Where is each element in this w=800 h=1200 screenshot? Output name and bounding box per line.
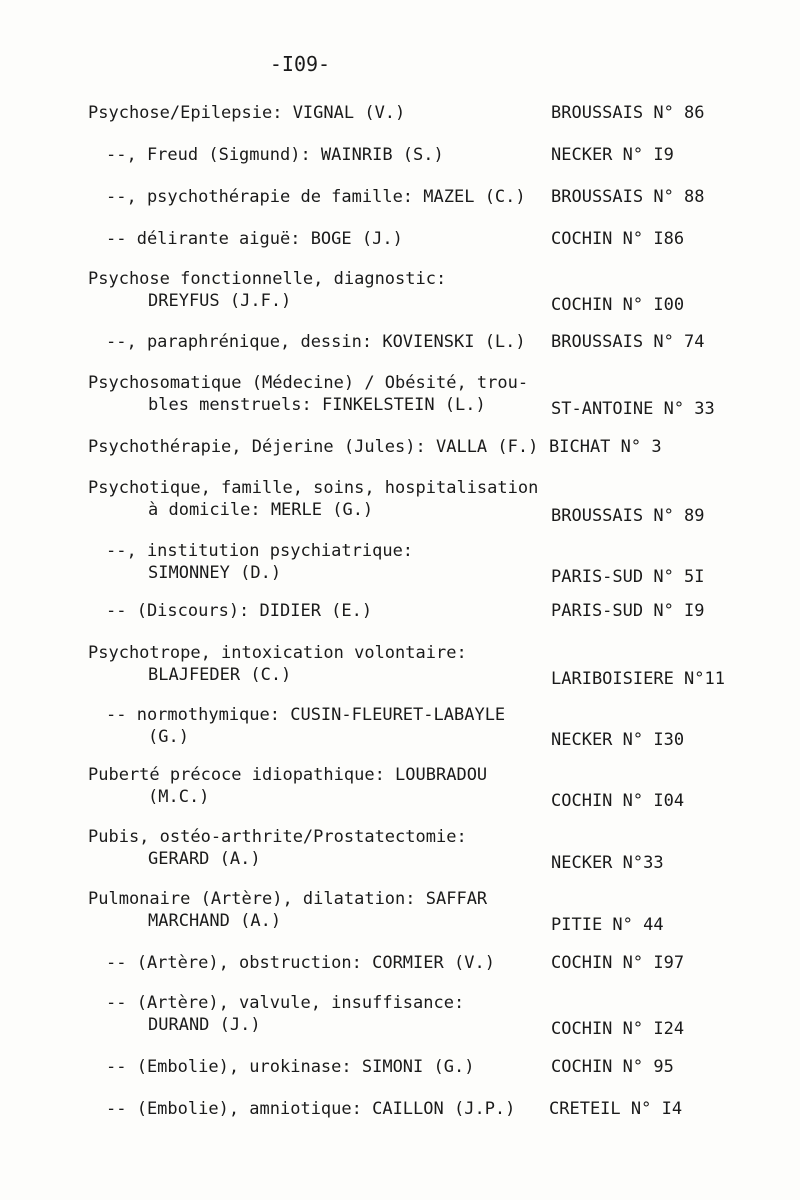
entry-text: Pulmonaire (Artère), dilatation: SAFFAR xyxy=(88,889,488,909)
entry-text: Psychose fonctionnelle, diagnostic: xyxy=(88,269,447,289)
index-entry xyxy=(0,268,800,315)
entry-text: --, paraphrénique, dessin: KOVIENSKI (L.) xyxy=(106,332,526,352)
entry-text: --, psychothérapie de famille: MAZEL (C.) xyxy=(106,187,526,207)
entry-reference: COCHIN N° I00 xyxy=(551,295,685,315)
entry-reference: LARIBOISIERE N°11 xyxy=(551,669,725,689)
index-entry xyxy=(0,228,800,250)
index-entry xyxy=(0,704,800,748)
index-entry xyxy=(0,600,800,622)
index-entry xyxy=(0,952,800,974)
entry-text: (G.) xyxy=(148,727,189,747)
index-entry xyxy=(0,144,800,166)
index-entry xyxy=(0,331,800,353)
entry-text: à domicile: MERLE (G.) xyxy=(148,500,374,520)
entry-text: GERARD (A.) xyxy=(148,849,261,869)
index-entry xyxy=(0,992,800,1039)
index-entry xyxy=(0,826,800,873)
entry-reference: BICHAT N° 3 xyxy=(549,437,662,457)
entry-reference: PARIS-SUD N° 5I xyxy=(551,567,705,587)
entry-text: Psychosomatique (Médecine) / Obésité, trou- xyxy=(88,373,529,393)
entry-reference: COCHIN N° I04 xyxy=(551,791,685,811)
entry-reference: NECKER N° I30 xyxy=(551,730,685,750)
entry-text: -- (Discours): DIDIER (E.) xyxy=(106,601,373,621)
index-entry xyxy=(0,1056,800,1078)
entry-reference: BROUSSAIS N° 86 xyxy=(551,103,705,123)
entry-reference: NECKER N° I9 xyxy=(551,145,674,165)
entry-reference: COCHIN N° 95 xyxy=(551,1057,674,1077)
index-entry xyxy=(0,1098,800,1120)
entry-text: SIMONNEY (D.) xyxy=(148,563,282,583)
entry-text: BLAJFEDER (C.) xyxy=(148,665,292,685)
index-entry xyxy=(0,764,800,811)
index-entry xyxy=(0,642,800,689)
entry-reference: BROUSSAIS N° 88 xyxy=(551,187,705,207)
entry-text: Psychotrope, intoxication volontaire: xyxy=(88,643,467,663)
index-entry xyxy=(0,186,800,208)
entry-reference: BROUSSAIS N° 74 xyxy=(551,332,705,352)
index-entry xyxy=(0,372,800,419)
entry-text: MARCHAND (A.) xyxy=(148,911,282,931)
entry-reference: PITIE N° 44 xyxy=(551,915,664,935)
entry-text: Psychose/Epilepsie: VIGNAL (V.) xyxy=(88,103,406,123)
entry-text: Psychothérapie, Déjerine (Jules): VALLA (F.) xyxy=(88,437,539,457)
entry-text: -- (Embolie), urokinase: SIMONI (G.) xyxy=(106,1057,475,1077)
entry-reference: NECKER N°33 xyxy=(551,853,664,873)
entry-text: Puberté précoce idiopathique: LOUBRADOU xyxy=(88,765,488,785)
entry-text: bles menstruels: FINKELSTEIN (L.) xyxy=(148,395,486,415)
index-entry xyxy=(0,102,800,124)
entry-text: Pubis, ostéo-arthrite/Prostatectomie: xyxy=(88,827,467,847)
entry-reference: COCHIN N° I86 xyxy=(551,229,685,249)
entry-reference: COCHIN N° I97 xyxy=(551,953,685,973)
entry-text: (M.C.) xyxy=(148,787,210,807)
entry-text: --, Freud (Sigmund): WAINRIB (S.) xyxy=(106,145,444,165)
entry-reference: ST-ANTOINE N° 33 xyxy=(551,399,715,419)
entry-reference: COCHIN N° I24 xyxy=(551,1019,685,1039)
entry-reference: PARIS-SUD N° I9 xyxy=(551,601,705,621)
index-entry xyxy=(0,477,800,526)
index-entry xyxy=(0,540,800,587)
entry-text: DURAND (J.) xyxy=(148,1015,261,1035)
entry-text: Psychotique, famille, soins, hospitalisation xyxy=(88,478,539,498)
index-entry xyxy=(0,436,800,458)
entry-text: --, institution psychiatrique: xyxy=(106,541,414,561)
entry-text: -- (Artère), valvule, insuffisance: xyxy=(106,993,465,1013)
page-number: -I09- xyxy=(269,52,331,76)
entry-reference: BROUSSAIS N° 89 xyxy=(551,506,705,526)
entry-text: -- délirante aiguë: BOGE (J.) xyxy=(106,229,403,249)
entry-text: -- (Artère), obstruction: CORMIER (V.) xyxy=(106,953,495,973)
entry-text: -- normothymique: CUSIN-FLEURET-LABAYLE xyxy=(106,705,506,725)
entry-text: -- (Embolie), amniotique: CAILLON (J.P.) xyxy=(106,1099,516,1119)
entry-reference: CRETEIL N° I4 xyxy=(549,1099,683,1119)
entry-text: DREYFUS (J.F.) xyxy=(148,291,292,311)
index-entry xyxy=(0,888,800,935)
